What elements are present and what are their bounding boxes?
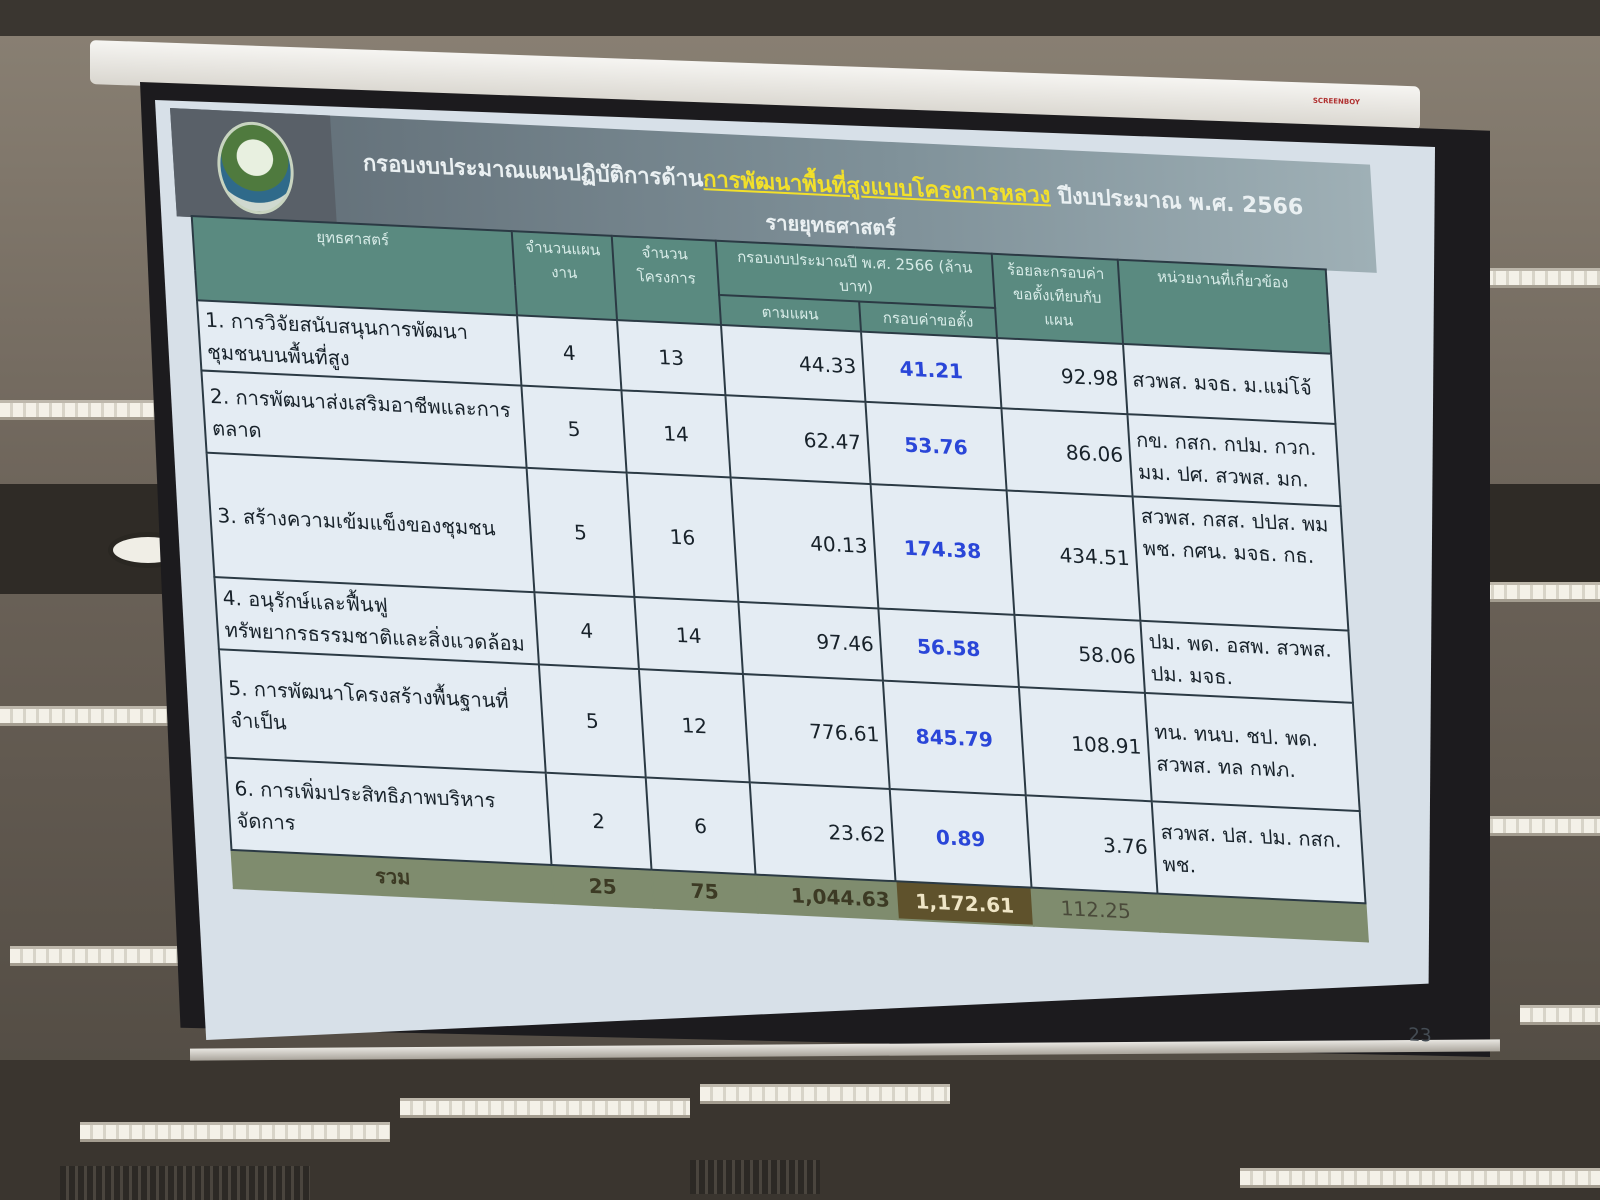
ceiling-light [700, 1084, 950, 1104]
agencies-cell: กข. กสก. กปม. กวก. มม. ปศ. สวพส. มก. [1127, 414, 1340, 506]
by-plan-cell: 40.13 [731, 477, 879, 608]
header-agencies: หน่วยงานที่เกี่ยวข้อง [1118, 260, 1331, 354]
percent-cell: 92.98 [997, 338, 1127, 414]
ceiling-light [1240, 1168, 1600, 1188]
agencies-cell: สวพส. ปส. ปม. กสก. พช. [1152, 801, 1366, 903]
projects-cell: 14 [621, 390, 730, 477]
ceiling-light [80, 1122, 390, 1142]
projects-cell: 13 [617, 320, 725, 395]
header-budget-group: กรอบงบประมาณปี พ.ศ. 2566 (ล้านบาท) [716, 241, 995, 308]
ceiling-light [0, 706, 190, 726]
plans-cell: 4 [517, 315, 621, 390]
percent-cell: 58.06 [1014, 615, 1145, 693]
strategy-cell: 4. อนุรักษ์และฟื้นฟูทรัพยากรธรรมชาติและสิ่งแวดล้อม [214, 577, 539, 664]
page-number: 23 [1407, 1024, 1433, 1047]
requested-cell: 845.79 [883, 681, 1026, 796]
ceiling-light [0, 400, 170, 420]
percent-cell: 86.06 [1001, 408, 1132, 496]
total-label: รวม [231, 850, 553, 903]
projects-cell: 6 [646, 777, 756, 874]
total-by-plan: 1,044.63 [755, 875, 897, 920]
strategy-cell: 6. การเพิ่มประสิทธิภาพบริหารจัดการ [226, 758, 552, 865]
percent-cell: 3.76 [1026, 795, 1158, 893]
screen-brand-label: SCREENBOY [1312, 96, 1360, 107]
strategy-cell: 5. การพัฒนาโครงสร้างพื้นฐานที่จำเป็น [219, 649, 546, 772]
by-plan-cell: 776.61 [743, 674, 890, 789]
header-strategy: ยุทธศาสตร์ [192, 216, 517, 315]
total-projects: 75 [651, 870, 757, 913]
agencies-cell: สวพส. กสส. ปปส. พม พช. กศน. มจธ. กธ. [1133, 496, 1349, 630]
header-by-plan: ตามแผน [719, 295, 861, 332]
plans-cell: 5 [527, 468, 635, 597]
presentation-slide [170, 108, 1475, 1050]
header-projects: จำนวนโครงการ [612, 236, 721, 325]
header-requested: กรอบค่าขอตั้ง [859, 301, 997, 338]
logo-panel [170, 108, 337, 224]
ceiling-band [0, 0, 1600, 36]
total-percent: 112.25 [1032, 888, 1160, 932]
requested-cell: 41.21 [861, 332, 1001, 409]
ceiling-light [1480, 816, 1600, 836]
requested-cell: 174.38 [871, 484, 1015, 615]
total-plans: 25 [551, 865, 653, 908]
ceiling-light [1520, 1005, 1600, 1025]
plans-cell: 4 [534, 592, 639, 669]
budget-table [191, 215, 1369, 943]
slide-subtitle: รายยุทธศาสตร์ [764, 210, 897, 241]
plans-cell: 2 [546, 773, 652, 870]
projects-cell: 14 [634, 597, 743, 674]
requested-cell: 0.89 [890, 789, 1032, 888]
ceiling-light [400, 1098, 690, 1118]
ceiling-light [10, 946, 200, 966]
strategy-cell: 3. สร้างความเข้มแข็งของชุมชน [207, 453, 535, 592]
header-plans: จำนวนแผนงาน [512, 231, 617, 320]
strategy-cell: 2. การพัฒนาส่งเสริมอาชีพและการตลาด [201, 370, 526, 467]
by-plan-cell: 44.33 [721, 325, 865, 402]
agencies-cell: ทน. ทนบ. ชป. พด. สวพส. ทล กฟภ. [1145, 693, 1360, 811]
by-plan-cell: 62.47 [725, 395, 870, 484]
agencies-cell: สวพส. มจธ. ม.แม่โจ้ [1123, 344, 1335, 424]
percent-cell: 434.51 [1007, 490, 1141, 620]
slide-title-prefix: กรอบงบประมาณแผนปฏิบัติการด้าน [362, 151, 704, 193]
total-requested: 1,172.61 [895, 881, 1033, 926]
strategy-cell: 1. การวิจัยสนับสนุนการพัฒนาชุมชนบนพื้นที่สูง [197, 300, 521, 385]
agencies-cell: ปม. พด. อสพ. สวพส. ปม. มจธ. [1140, 621, 1353, 703]
projects-cell: 16 [627, 473, 739, 602]
requested-cell: 53.76 [865, 402, 1006, 491]
by-plan-cell: 97.46 [738, 602, 883, 681]
organization-logo-icon [215, 120, 297, 216]
ceiling-vent [60, 1166, 310, 1200]
slide-title-suffix: ปีงบประมาณ พ.ศ. 2566 [1049, 183, 1305, 221]
plans-cell: 5 [521, 386, 626, 473]
slide-title-highlight: การพัฒนาพื้นที่สูงแบบโครงการหลวง [702, 167, 1052, 209]
by-plan-cell: 23.62 [750, 782, 896, 881]
ceiling-vent [690, 1160, 820, 1194]
percent-cell: 108.91 [1019, 687, 1152, 801]
plans-cell: 5 [539, 664, 646, 777]
projects-cell: 12 [639, 669, 750, 782]
header-percent: ร้อยละกรอบค่าขอตั้งเทียบกับแผน [992, 254, 1123, 344]
requested-cell: 56.58 [878, 608, 1019, 687]
